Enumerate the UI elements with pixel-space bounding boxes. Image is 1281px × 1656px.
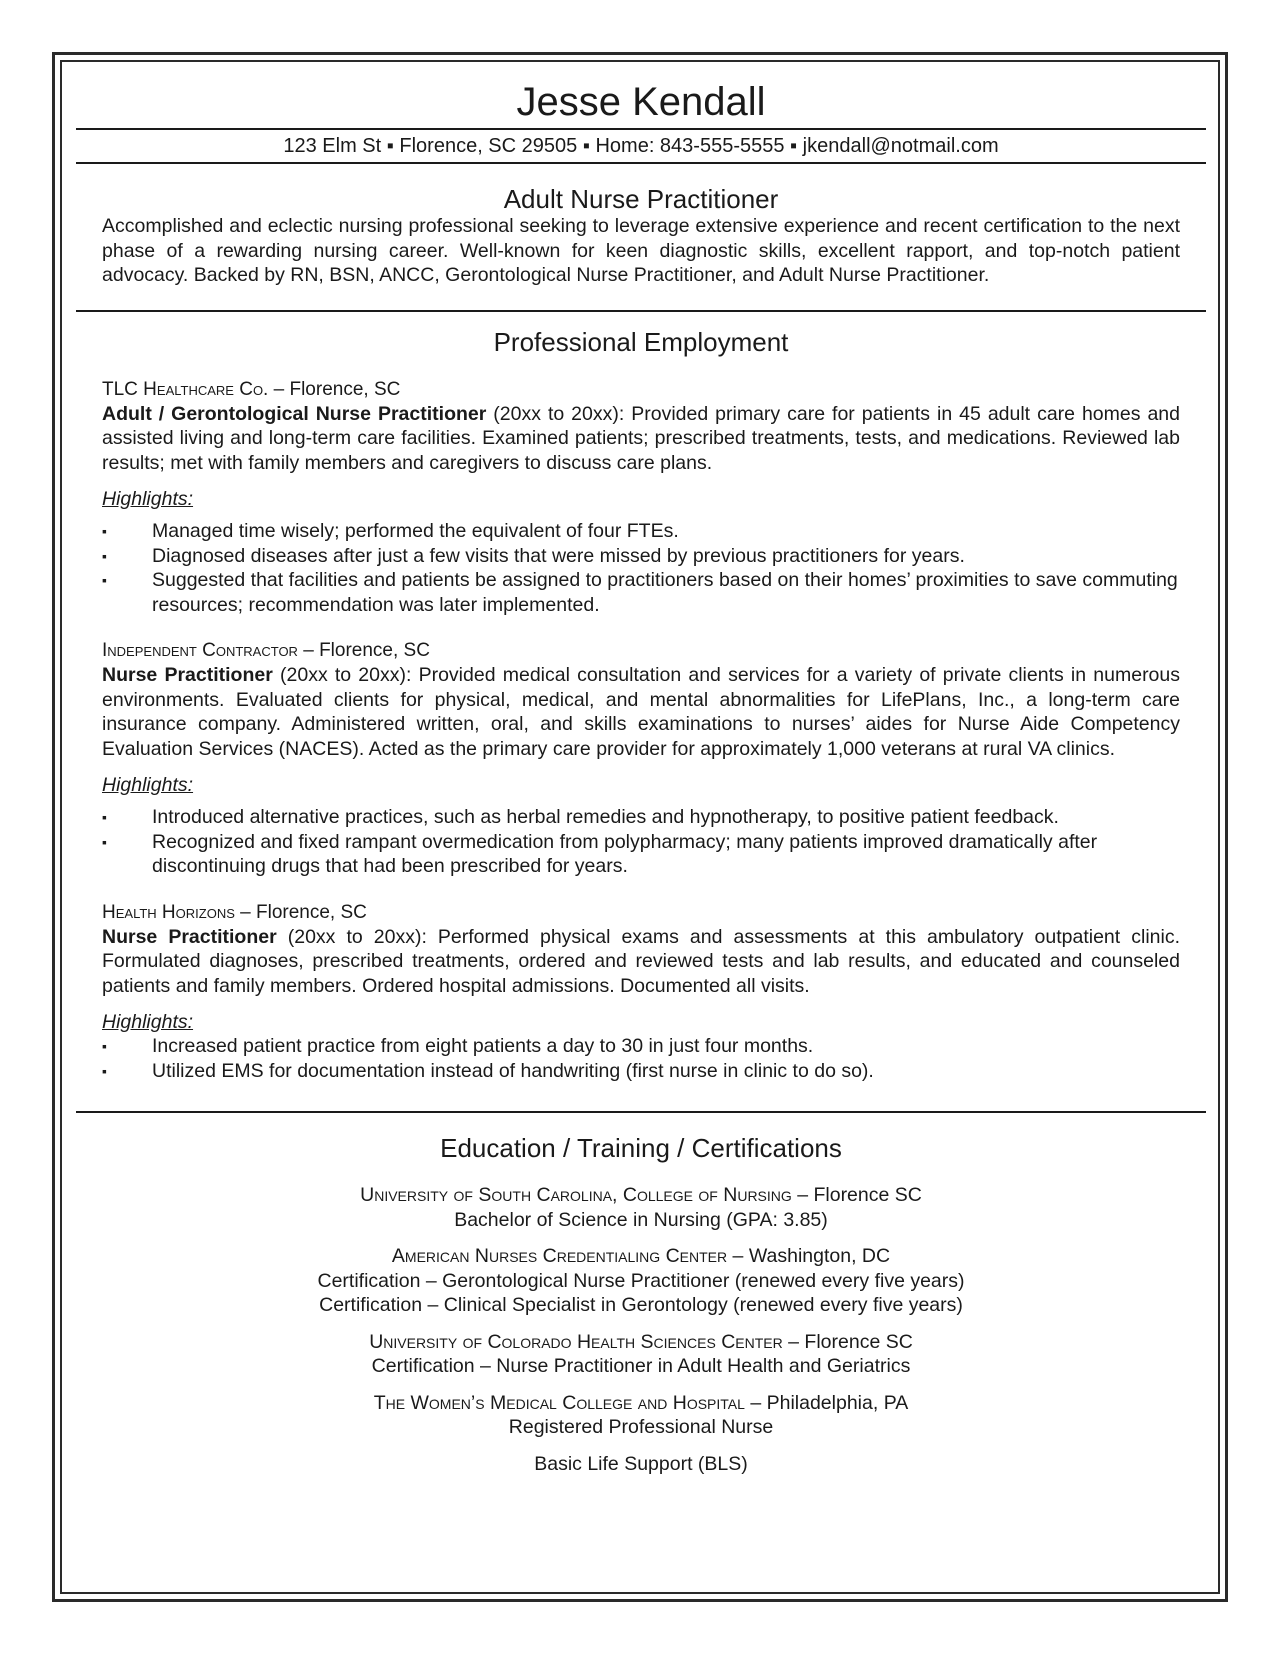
highlights-label: Highlights: <box>102 488 194 510</box>
list-item <box>102 544 1180 569</box>
highlight-text: Suggested that facilities and patients be assigned to practitioners based on their homes’ proximities to save commuting resources; recommendation was later implemented. <box>152 569 1178 616</box>
summary-title: Adult Nurse Practitioner <box>503 184 779 214</box>
job-company-line <box>76 639 1206 663</box>
highlight-text: Introduced alternative practices, such as herbal remedies and hypnotherapy, to positive patient feedback. <box>152 806 1059 828</box>
bullet-icon: ▪ <box>102 523 107 539</box>
list-item <box>102 1034 1180 1059</box>
education-extra: Basic Life Support (BLS) <box>534 1452 748 1475</box>
job-description <box>76 663 1206 761</box>
job-role: Nurse Practitioner <box>102 925 277 948</box>
bullet-icon: ▪ <box>102 1062 107 1079</box>
job-entry <box>76 378 1206 618</box>
education-institution: The Women’s Medical College and Hospital <box>373 1391 745 1414</box>
education-detail: Certification – Gerontological Nurse Practitioner (renewed every five years) <box>317 1269 965 1292</box>
job-role: Nurse Practitioner <box>102 664 273 686</box>
education-institution: American Nurses Credentialing Center <box>391 1245 728 1267</box>
job-location: – Florence, SC <box>234 901 367 923</box>
education-entry <box>76 1244 1206 1318</box>
education-institution-line <box>76 1330 1206 1355</box>
education-institution-line <box>76 1391 1206 1416</box>
job-entry <box>76 901 1206 1084</box>
education-location: – Florence SC <box>782 1330 913 1353</box>
education-detail: Bachelor of Science in Nursing (GPA: 3.85) <box>454 1208 828 1231</box>
employment-title: Professional Employment <box>493 326 789 357</box>
job-description <box>76 402 1206 476</box>
education-detail: Registered Professional Nurse <box>508 1416 774 1438</box>
education-entry <box>76 1330 1206 1379</box>
education-institution-line <box>76 1183 1206 1208</box>
job-company: Health Horizons <box>102 901 235 923</box>
list-item <box>102 830 1180 879</box>
summary-text: Accomplished and eclectic nursing professional seeking to leverage extensive experience and recent certification to the next phase of a rewarding nursing career. Well-known for keen diagnostic skills, excellent rapport, and top-notch patient advocacy. Backed by RN, BSN, ANCC, Gerontological Nurse Practitioner, and Adult Nurse Practitioner. <box>102 215 1180 286</box>
job-role: Adult / Gerontological Nurse Practitioner <box>102 402 487 425</box>
job-company-line <box>76 378 1206 402</box>
highlights-list <box>76 805 1206 879</box>
list-item <box>102 568 1180 617</box>
job-location: – Florence, SC <box>297 640 430 661</box>
highlights-label: Highlights: <box>102 774 194 796</box>
education-location: – Florence SC <box>791 1184 922 1206</box>
education-location: – Washington, DC <box>727 1245 891 1267</box>
job-entry <box>76 639 1206 879</box>
education-entry <box>76 1183 1206 1232</box>
bullet-icon: ▪ <box>102 809 107 825</box>
education-title: Education / Training / Certifications <box>440 1133 842 1163</box>
job-location: – Florence, SC <box>268 378 401 400</box>
resume-page <box>76 72 1206 1476</box>
highlight-text: Diagnosed diseases after just a few visits that were missed by previous practitioners for years. <box>152 544 965 567</box>
list-item <box>102 519 1180 544</box>
job-details: (20xx to 20xx): Performed physical exams and assessments at this ambulatory outpatient clinic. Formulated diagnoses, prescribed treatments, ordered and reviewed tests and lab results, and educated and counseled patients and family members. Ordered hospital admissions. Documented all visits. <box>102 925 1180 997</box>
bullet-icon: ▪ <box>102 572 107 588</box>
list-item <box>102 805 1180 830</box>
education-institution-line <box>76 1244 1206 1269</box>
bullet-icon: ▪ <box>102 547 107 564</box>
highlight-text: Managed time wisely; performed the equivalent of four FTEs. <box>152 520 679 542</box>
education-entry <box>76 1391 1206 1440</box>
highlight-text: Recognized and fixed rampant overmedication from polypharmacy; many patients improved dramatically after discontinuing drugs that had been prescribed for years. <box>152 830 1098 877</box>
education-institution: University of South Carolina, College of Nursing <box>360 1184 792 1206</box>
highlights-list <box>76 519 1206 617</box>
education-institution: University of Colorado Health Sciences Center <box>369 1330 783 1353</box>
header-rule-top <box>76 128 1206 130</box>
education-detail: Certification – Clinical Specialist in Gerontology (renewed every five years) <box>319 1294 963 1316</box>
highlight-text: Utilized EMS for documentation instead of handwriting (first nurse in clinic to do so). <box>152 1059 874 1082</box>
highlights-label: Highlights: <box>102 1011 194 1033</box>
list-item <box>102 1059 1180 1084</box>
candidate-name: Jesse Kendall <box>516 80 766 124</box>
bullet-icon: ▪ <box>102 1038 107 1054</box>
highlight-text: Increased patient practice from eight patients a day to 30 in just four months. <box>152 1035 814 1057</box>
education-detail: Certification – Nurse Practitioner in Adult Health and Geriatrics <box>371 1355 911 1377</box>
job-company-line <box>76 901 1206 925</box>
highlights-list <box>76 1034 1206 1083</box>
job-company: TLC Healthcare Co. <box>102 378 269 400</box>
job-details: (20xx to 20xx): Provided medical consultation and services for a variety of private clients in numerous environments. Evaluated clients for physical, medical, and mental abnormalities for LifePlans, Inc., a long-term care insurance company. Administered written, oral, and skills examinations to nurses’ aides for Nurse Aide Competency Evaluation Services (NACES). Acted as the primary care provider for approximately 1,000 veterans at rural VA clinics. <box>102 664 1180 760</box>
bullet-icon: ▪ <box>102 833 107 850</box>
job-description <box>76 925 1206 999</box>
job-company: Independent Contractor <box>102 640 298 661</box>
contact-line: 123 Elm St ▪ Florence, SC 29505 ▪ Home: 843-555-5555 ▪ jkendall@notmail.com <box>283 135 999 157</box>
job-details: (20xx to 20xx): Provided primary care for patients in 45 adult care homes and assisted living and long-term care facilities. Examined patients; prescribed treatments, tests, and medications. Reviewed lab results; met with family members and caregivers to discuss care plans. <box>102 402 1180 474</box>
education-location: – Philadelphia, PA <box>744 1391 909 1414</box>
